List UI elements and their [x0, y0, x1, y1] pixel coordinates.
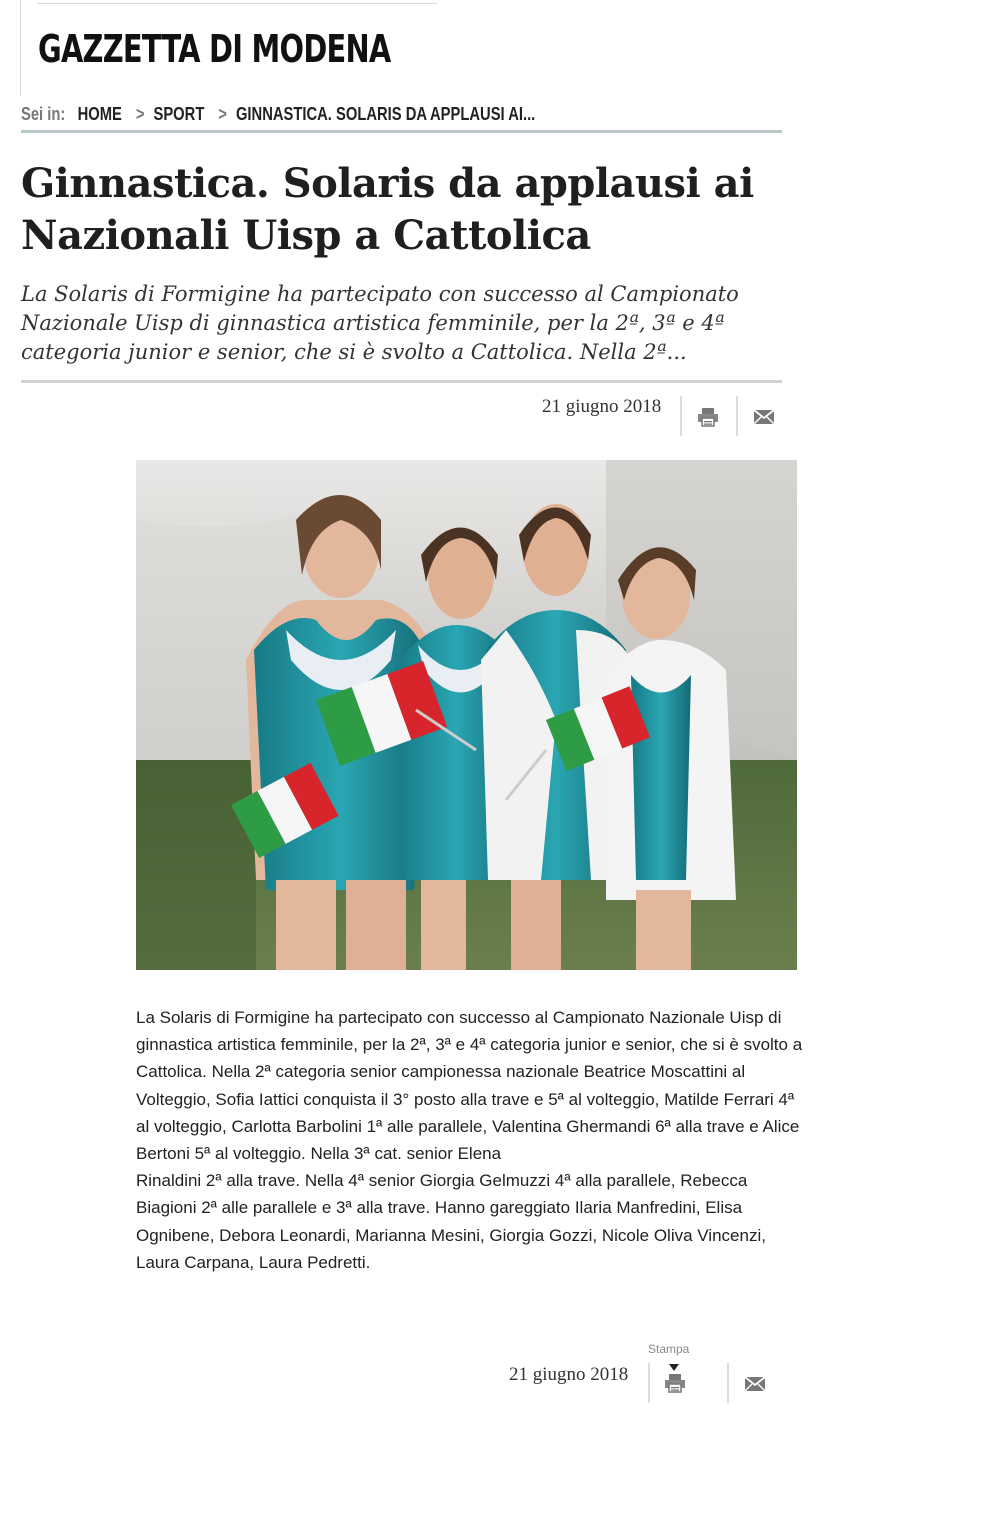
breadcrumb-prefix: Sei in:: [21, 104, 66, 124]
envelope-icon: [753, 409, 775, 425]
article-photo: [136, 460, 797, 970]
masthead-divider: [37, 3, 437, 4]
print-button-bottom[interactable]: [648, 1363, 702, 1403]
email-button-bottom[interactable]: [727, 1363, 781, 1403]
email-button[interactable]: [736, 396, 790, 436]
envelope-icon: [744, 1376, 766, 1392]
article-body-paragraph: La Solaris di Formigine ha partecipato con successo al Campionato Nazionale Uisp di ginnastica artistica femminile, per la 2ª, 3ª e 4ª categoria junior e senior, che si è svolto a Cattolica. Nella 2ª categoria senior campionessa nazionale Beatrice Moscattini al Volteggio, Sofia Iattici conquista il 3° posto alla trave e 5ª al volteggio, Matilde Ferrari 4ª al volteggio, Carlotta Barbolini 1ª alle parallele, Valentina Ghermandi 6ª alla trave e Alice Bertoni 5ª al volteggio. Nella 3ª cat. senior Elena: [136, 1008, 803, 1164]
article-meta-bottom: [500, 1360, 790, 1400]
breadcrumb-home-link[interactable]: HOME: [77, 104, 122, 124]
printer-icon: [697, 407, 719, 427]
summary-divider: [21, 380, 782, 383]
article-summary: La Solaris di Formigine ha partecipato con successo al Campionato Nazionale Uisp di ginnastica artistica femminile, per la 2ª, 3ª e 4ª categoria junior e senior, che si è svolto a Cattolica. Nella 2ª...: [21, 282, 739, 364]
article-date-bottom: 21 giugno 2018: [509, 1364, 629, 1385]
masthead: [20, 0, 439, 96]
article-body-paragraph: Rinaldini 2ª alla trave. Nella 4ª senior Giorgia Gelmuzzi 4ª alla parallele, Rebecca Biagioni 2ª alle parallele e 3ª alla trave. Hanno gareggiato Ilaria Manfredini, Elisa Ognibene, Debora Leonardi, Marianna Mesini, Giorgia Gozzi, Nicole Oliva Vincenzi, Laura Carpana, Laura Pedretti.: [136, 1171, 766, 1272]
print-button[interactable]: [680, 396, 734, 436]
breadcrumb-separator: >: [135, 104, 145, 124]
article-date: 21 giugno 2018: [542, 396, 662, 417]
article-title: Ginnastica. Solaris da applausi ai Nazionali Uisp a Cattolica: [21, 160, 754, 259]
breadcrumb: [21, 103, 782, 133]
site-logo[interactable]: GAZZETTA DI MODENA: [38, 27, 391, 71]
printer-icon: [664, 1373, 686, 1393]
print-tooltip: Stampa: [648, 1342, 690, 1356]
article-body: [136, 1004, 804, 1276]
article-meta-top: [530, 396, 790, 436]
breadcrumb-sport-link[interactable]: SPORT: [153, 104, 205, 124]
breadcrumb-separator: >: [218, 104, 227, 124]
breadcrumb-current: GINNASTICA. SOLARIS DA APPLAUSI AI...: [235, 104, 536, 124]
